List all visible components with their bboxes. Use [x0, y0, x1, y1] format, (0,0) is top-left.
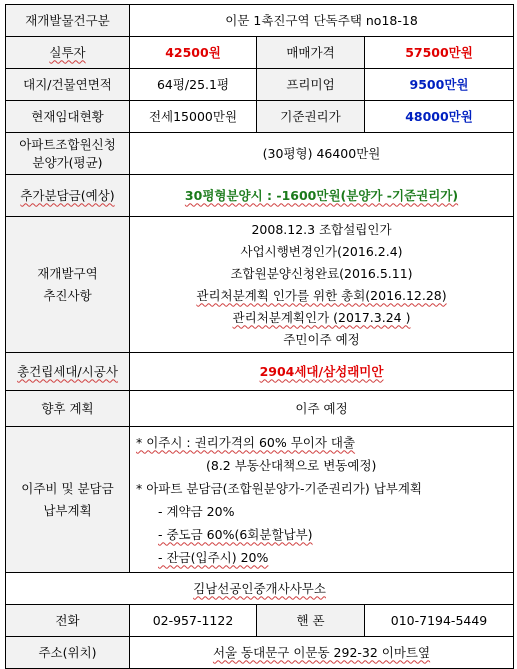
builder-row [6, 353, 514, 391]
payment-line: * 아파트 분담금(조합원분양가-기준권리가) 납부계획 [136, 480, 423, 496]
actual-investment-value: 42500원 [130, 37, 257, 69]
property-type-label: 재개발물건구분 [6, 5, 130, 37]
address-value: 서울 동대문구 이문동 292-32 이마트옆 [130, 637, 514, 669]
future-plan-label: 향후 계획 [6, 391, 130, 427]
payment-line: * 이주시 : 권리가격의 60% 무이자 대출 [136, 434, 356, 450]
payment-line: - 잔금(입주시) 20% [158, 549, 269, 565]
apt-price-value: (30평형) 46400만원 [130, 133, 514, 175]
extra-charge-value: 30평형분양시 : -1600만원(분양가 -기준권리가) [130, 175, 514, 217]
progress-list [130, 217, 514, 353]
builder-label: 총건립세대/시공사 [6, 353, 130, 391]
progress-item: 주민이주 예정 [283, 331, 360, 347]
payment-label: 이주비 및 분담금 납부계획 [6, 427, 130, 573]
base-rights-price-label: 기준권리가 [257, 101, 365, 133]
phone-value: 02-957-1122 [130, 605, 257, 637]
payment-line: (8.2 부동산대책으로 변동예정) [206, 457, 377, 473]
progress-row [6, 217, 514, 353]
payment-line: - 계약금 20% [158, 503, 235, 519]
invest-row [6, 37, 514, 69]
actual-investment-label: 실투자 [6, 37, 130, 69]
sale-price-value: 57500만원 [365, 37, 514, 69]
agency-name: 김남선공인중개사사무소 [6, 573, 514, 605]
builder-value: 2904세대/삼성래미안 [130, 353, 514, 391]
future-plan-row [6, 391, 514, 427]
progress-item: 관리처분계획인가 (2017.3.24 ) [232, 309, 411, 325]
progress-item: 관리처분계획 인가를 위한 총회(2016.12.28) [196, 287, 447, 303]
address-row [6, 637, 514, 669]
mobile-value: 010-7194-5449 [365, 605, 514, 637]
address-label: 주소(위치) [6, 637, 130, 669]
payment-line: - 중도금 60%(6회분할납부) [158, 526, 313, 542]
land-area-label: 대지/건물연면적 [6, 69, 130, 101]
sale-price-label: 매매가격 [257, 37, 365, 69]
apt-price-row [6, 133, 514, 175]
future-plan-value: 이주 예정 [130, 391, 514, 427]
property-type-value: 이문 1촉진구역 단독주택 no18-18 [130, 5, 514, 37]
header-row [6, 5, 514, 37]
extra-charge-row [6, 175, 514, 217]
agency-row [6, 573, 514, 605]
mobile-label: 핸 폰 [257, 605, 365, 637]
phone-label: 전화 [6, 605, 130, 637]
current-lease-label: 현재임대현황 [6, 101, 130, 133]
land-row [6, 69, 514, 101]
payment-row [6, 427, 514, 573]
extra-charge-label: 추가분담금(예상) [6, 175, 130, 217]
lease-row [6, 101, 514, 133]
progress-label: 재개발구역 추진사항 [6, 217, 130, 353]
progress-item: 2008.12.3 조합설립인가 [251, 221, 392, 237]
payment-plan [130, 427, 514, 573]
land-area-value: 64평/25.1평 [130, 69, 257, 101]
premium-value: 9500만원 [365, 69, 514, 101]
property-info-table [5, 4, 514, 669]
current-lease-value: 전세15000만원 [130, 101, 257, 133]
progress-item: 조합원분양신청완료(2016.5.11) [230, 265, 413, 281]
contact-row [6, 605, 514, 637]
progress-item: 사업시행변경인가(2016.2.4) [240, 243, 403, 259]
apt-price-label: 아파트조합원신청 분양가(평균) [6, 133, 130, 175]
premium-label: 프리미엄 [257, 69, 365, 101]
base-rights-price-value: 48000만원 [365, 101, 514, 133]
